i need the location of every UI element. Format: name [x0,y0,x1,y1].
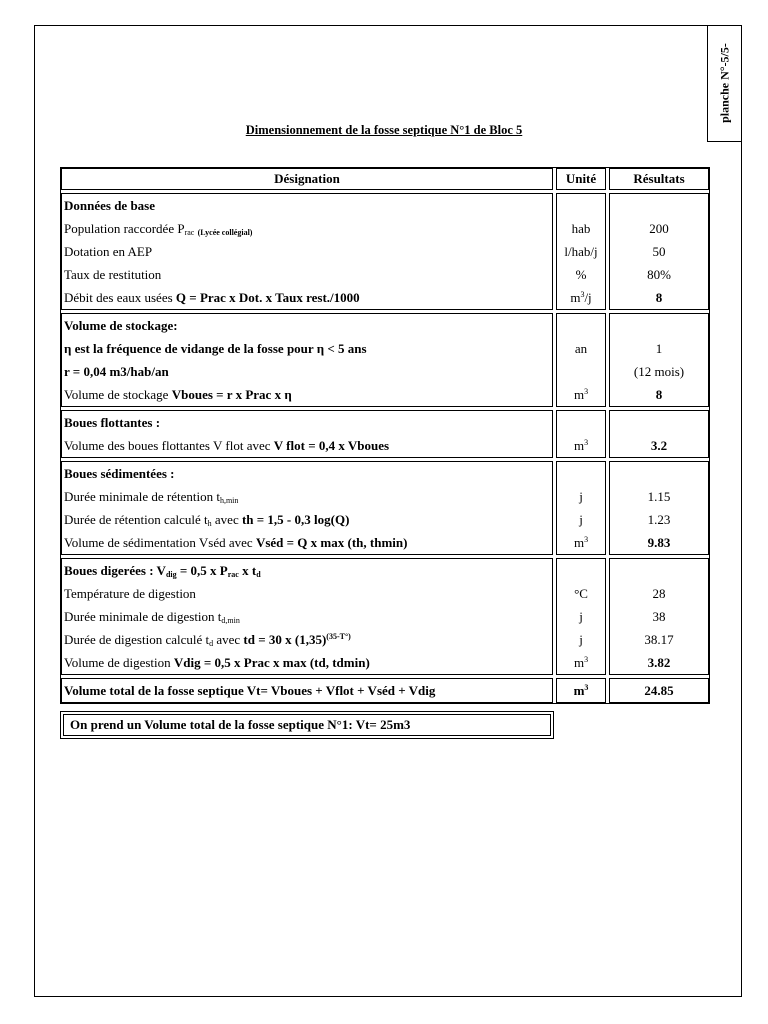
table-row [61,434,709,458]
conclusion-text: On prend un Volume total de la fosse septique N°1: Vt= 25m3 [63,714,551,736]
row-unit: $m^3$ [556,383,606,407]
sheet-number: planche N°-5/5- [717,43,732,123]
row-label: Dotation en AEP [61,240,553,263]
header-unit: Unité [556,168,606,190]
table-row [61,286,709,310]
table-row: Durée de digestion calculé $t_d$ avec td = 30 x $(1,35)^{(35-T^\circ)}$ j 38.17 [61,628,709,651]
row-value: 38 [609,605,709,628]
row-label: Volume de sédimentation Vséd avec [64,534,256,550]
table-row [61,240,709,263]
conclusion-box [60,711,554,739]
row-value: 9.83 [609,531,709,555]
row-formula: th = 1,5 - 0,3 log(Q) [241,511,350,527]
row-value: 80% [609,263,709,286]
row-value: (12 mois) [609,360,709,383]
table-row [61,193,709,217]
row-value: 1 [609,337,709,360]
header-result: Résultats [609,168,709,190]
table-row: Population raccordée $P_{rac}$ $_{(Lycée collégial)}$ hab 200 [61,217,709,240]
row-unit: an [556,337,606,360]
row-value: 3.82 [609,651,709,675]
row-label: Volume de stockage [64,386,172,402]
row-label: Durée de digestion calculé t [64,631,210,647]
row-label: Durée de rétention calculé t [64,511,208,527]
row-unit: °C [556,582,606,605]
row-value: 38.17 [609,628,709,651]
table-row: Durée de rétention calculé $t_h$ avec th = 1,5 - 0,3 log(Q) j 1.23 [61,508,709,531]
row-unit: hab [556,217,606,240]
row-value: 200 [609,217,709,240]
row-unit: j [556,628,606,651]
row-value: 1.23 [609,508,709,531]
row-label: Population raccordée P [64,220,185,236]
row-label: Température de digestion [61,582,553,605]
row-unit: $m^3$ [556,434,606,458]
row-unit: % [556,263,606,286]
row-value: 3.2 [609,434,709,458]
row-formula: Vdig = 0,5 x Prac x max (td, tdmin) [173,654,370,670]
row-unit: j [556,605,606,628]
header-designation: Désignation [61,168,553,190]
table-row [61,531,709,555]
row-unit: $m^3$ [556,651,606,675]
row-unit: $m^3/j$ [556,286,606,310]
row-label: Durée minimale de rétention t [64,488,220,504]
table-row [61,461,709,485]
row-label: Volume de digestion [64,654,174,670]
row-unit: l/hab/j [556,240,606,263]
row-label: Volume des boues flottantes V flot avec [64,437,274,453]
section-title: Boues digerées : $V_{dig} = 0,5$ x $P_{rac}$ x $t_d$ [61,558,553,582]
row-value: 8 [609,383,709,407]
row-formula: Vséd = Q x max (th, thmin) [255,534,408,550]
row-label: Durée minimale de digestion t [64,608,222,624]
row-unit: j [556,508,606,531]
section-title: Données de base [61,193,553,217]
total-unit: $m^3$ [556,678,606,703]
row-label: η est la fréquence de vidange de la fosse pour η < 5 ans [61,337,553,360]
row-value: 50 [609,240,709,263]
row-label: Taux de restitution [61,263,553,286]
calculation-table [60,167,710,704]
row-value: 1.15 [609,485,709,508]
row-value: 8 [609,286,709,310]
page-title: Dimensionnement de la fosse septique N°1 de Bloc 5 [245,123,523,137]
row-formula: V flot = 0,4 x Vboues [273,437,390,453]
table-header [61,168,709,190]
table-row [61,582,709,605]
row-note: (Lycée collégial) [197,227,253,237]
total-row [61,678,709,703]
row-value: 28 [609,582,709,605]
table-row [61,558,709,582]
table-row [61,263,709,286]
section-title: Volume de stockage: [61,313,553,337]
row-label: r = 0,04 m3/hab/an [61,360,553,383]
table-row [61,360,709,383]
table-row [61,337,709,360]
row-unit: $m^3$ [556,531,606,555]
table-row [61,383,709,407]
total-value: 24.85 [609,678,709,703]
row-formula: td = 30 x (1,35) [243,631,327,647]
table-row: Durée minimale de digestion $t_{d,min}$ j 38 [61,605,709,628]
section-title: Boues sédimentées : [61,461,553,485]
row-label: Débit des eaux usées [64,289,176,305]
row-formula: Vboues = r x Prac x η [171,386,292,402]
table-row: Durée minimale de rétention $t_{h,min}$ j 1.15 [61,485,709,508]
table-row [61,313,709,337]
total-label: Volume total de la fosse septique Vt= Vboues + Vflot + Vséd + Vdig [61,678,553,703]
row-unit: j [556,485,606,508]
row-formula: Q = Prac x Dot. x Taux rest./1000 [175,289,360,305]
table-row [61,651,709,675]
section-title: Boues flottantes : [61,410,553,434]
table-row [61,410,709,434]
